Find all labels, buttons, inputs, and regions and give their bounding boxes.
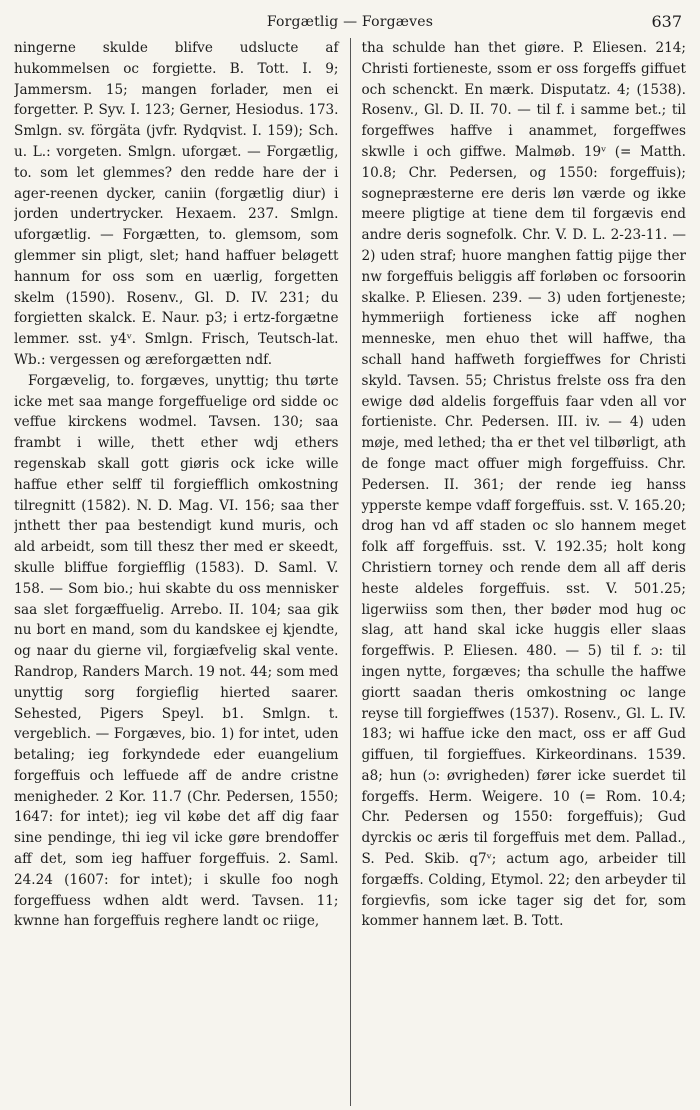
column-divider <box>350 38 351 1106</box>
left-column <box>14 38 349 1106</box>
entry-paragraph: ningerne skulde blifve udslucte af hukommelsen oc forgiette. B. Tott. I. 9; Jammersm. 15; mangen forlader, men ei forgetter. P. Syv. I. 123; Gerner, Hesiodus. 173. Smlgn. sv. förgäta (jvfr. Rydqvist. I. 159); Sch. u. L.: vorgeten. Smlgn. uforgæt. — Forgætlig, to. som let glemmes? den redde hare der i ager-reenen dycker, caniin (forgætlig diur) i jorden undertrycker. Hexaem. 237. Smlgn. uforgætlig. — Forgætten, to. glemsom, som glemmer sin pligt, slet; hand haffuer beløgett hannum for oss som en uærlig, forgetten skelm (1590). Rosenv., Gl. D. IV. 231; du forgietten skalck. E. Naur. p3; i ertz-forgætne lemmer. sst. y4ᵛ. Smlgn. Frisch, Teutsch-lat. Wb.: vergessen og æreforgætten ndf. <box>14 40 339 368</box>
entry-paragraph: Forgævelig, to. forgæves, unyttig; thu tørte icke met saa mange forgeffuelige ord sidde oc veffue kirckens wodmel. Tavsen. 130; saa frambt i wille, thett ether wdj ethers regenskab skall gott giøris ock icke wille haffue ether selff til forgiefflich omkostning tilregnitt (1582). N. D. Mag. VI. 156; saa ther jnthett ther paa bestendigt kund muris, och ald arbeidt, som till thesz ther med er skeedt, skulle bliffue forgiefflig (1583). D. Saml. V. 158. — Som bio.; hui skabte du oss mennisker saa slet forgæffuelig. Arrebo. II. 104; saa gik nu bort en mand, som du kandskee ej kjendte, og naar du gierne vil, forgiæfvelig skal vente. Randrop, Randers March. 19 not. 44; som med unyttig sorg forgieflig hierted saarer. Sehested, Pigers Speyl. b1. Smlgn. t. vergeblich. — Forgæves, bio. 1) for intet, uden betaling; ieg forkyndede eder euangelium forgeffuis och leffuede aff de andre cristne menigheder. 2 Kor. 11.7 (Chr. Pedersen, 1550; 1647: for intet); ieg vil købe det aff dig faar sine pendinge, thi ieg vil icke gøre brendoffer aff det, som ieg haffuer forgeffuis. 2. Saml. 24.24 (1607: for intet); i skulle foo nogh forgeffuess wdhen aldt werd. Tavsen. 11; kwnne han forgeffuis reghere landt oc riige, <box>14 372 339 930</box>
text-columns <box>14 38 686 1106</box>
entry-paragraph: tha schulde han thet giøre. P. Eliesen. 214; Christi fortieneste, ssom er oss forgeffs giffuet och schenckt. En mærk. Disputatz. 4; (1538). Rosenv., Gl. D. II. 70. — til f. i samme bet.; til forgeffwes haffve i anammet, forgeffwes skwlle i och giffwe. Malmøb. 19ᵛ (= Matth. 10.8; Chr. Pedersen, og 1550: forgeffuis); sognepræsterne ere deris løn værde og ikke meere pligtige at tiene dem til forgævis end andre deris sognefolk. Chr. V. D. L. 2-23-11. — 2) uden straf; huore manghen fattig pijge ther nw forgeffuis beliggis aff forløben oc forsoorin skalke. P. Eliesen. 239. — 3) uden fortjeneste; hymmeriigh fortieness icke aff noghen menneske, men ehuo thet will haffwe, tha schall hand haffweth forgieffwes for Christi skyld. Tavsen. 55; Christus frelste oss fra den ewige død aldelis forgeffuis faar vden all vor fortieniste. Chr. Pedersen. III. iv. — 4) uden møje, med lethed; tha er thet vel tilbørligt, ath de fonge mact offuer migh forgeffuiss. Chr. Pedersen. II. 361; der rende ieg hanss ypperste kempe vdaff forgeffuis. sst. V. 165.20; drog han vd aff staden oc slo hannem meget folk aff forgeffuis. sst. V. 192.35; holt kong Christiern torney och rende dem all aff deris heste aldeles forgeffuis. sst. V. 501.25; ligerwiiss som then, ther bøder mod hug oc slag, att hand skal icke huggis eller slaas forgeffwis. P. Eliesen. 480. — 5) til f. ɔ: til ingen nytte, forgæves; tha schulle the haffwe giortt saadan theris omkostning oc lange reyse till forgieffwes (1537). Rosenv., Gl. L. IV. 183; wi haffue icke den mact, oss er aff Gud giffuen, til forgieffues. Kirkeordinans. 1539. a8; hun (ɔ: øvrigheden) fører icke suerdet til forgeffs. Herm. Weigere. 10 (= Rom. 10.4; Chr. Pedersen og 1550: forgeffuis); Gud dyrckis oc æris til forgeffuis met dem. Pallad., S. Ped. Skib. q7ᵛ; actum ago, arbeider till forgæffs. Colding, Etymol. 22; den arbeyder til forgievfis, som icke tager sig det for, som kommer hannem læt. B. Tott. <box>361 40 686 930</box>
right-column <box>352 38 687 1106</box>
page-header <box>14 10 686 38</box>
page-number: 637 <box>651 12 682 31</box>
running-title: Forgætlig — Forgæves <box>266 14 434 30</box>
